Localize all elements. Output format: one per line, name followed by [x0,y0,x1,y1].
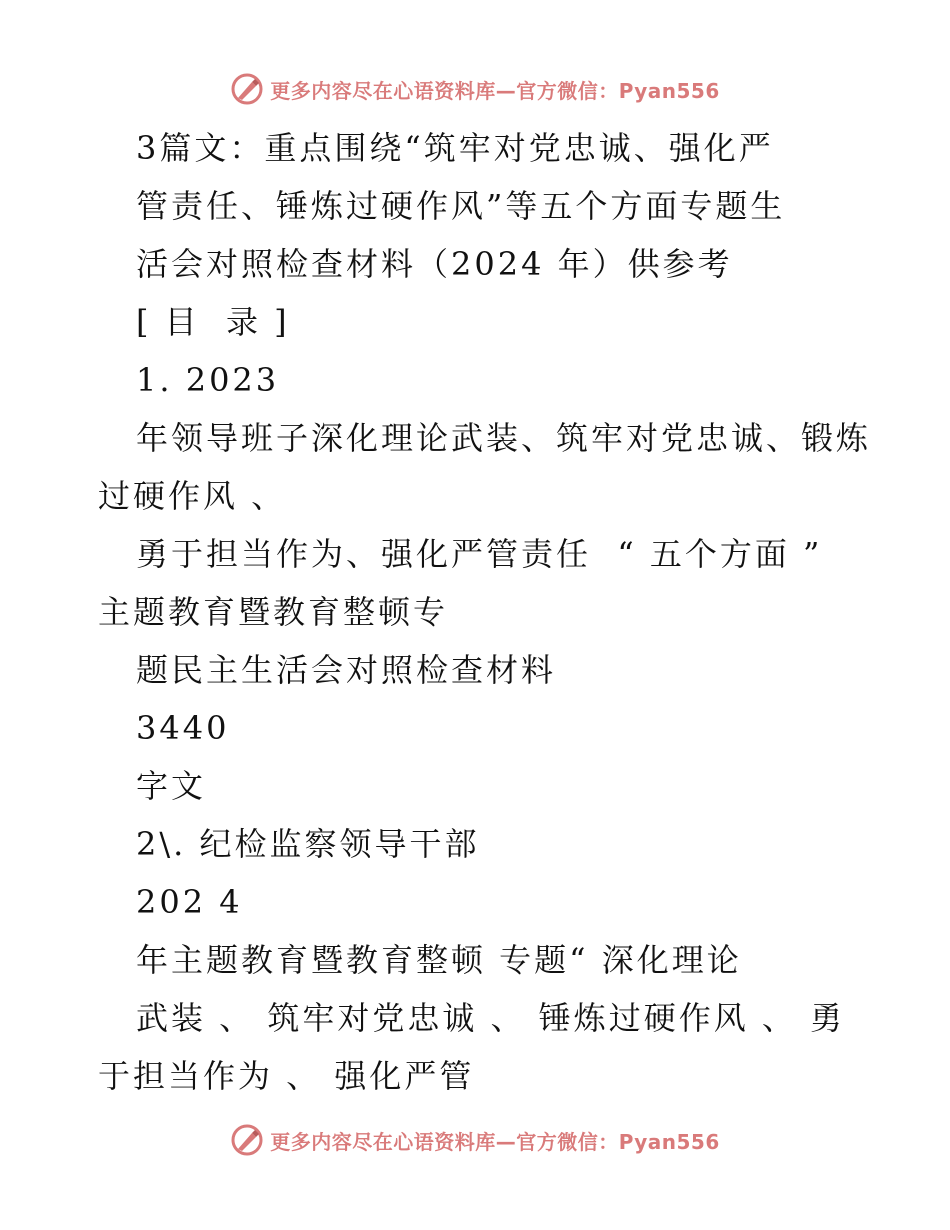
header-watermark [0,72,950,106]
toc-heading: [ 目 录 ] [136,303,290,341]
text-line: 于担当作为 、 强化严管 [98,1057,475,1095]
footer-watermark [0,1123,950,1157]
text-line: 3篇文：重点围绕“筑牢对党忠诚、强化严 [136,129,774,167]
text-line: 3440 [136,709,230,747]
watermark-text: 更多内容尽在心语资料库—官方微信：Pyan556 [270,78,720,103]
pen-logo-icon [230,1123,264,1157]
text-line: 过硬作风 、 [98,477,287,515]
text-line: 2\. 纪检监察领导干部 [136,825,480,863]
text-line: 活会对照检查材料（2024 年）供参考 [136,245,733,283]
text-line: 年领导班子深化理论武装、筑牢对党忠诚、锻炼 [136,419,872,457]
watermark-text: 更多内容尽在心语资料库—官方微信：Pyan556 [270,1129,720,1154]
pen-logo-icon [230,72,264,106]
text-line: 勇于担当作为、强化严管责任 “ 五个方面 ” [136,535,823,573]
text-line: 1. 2023 [136,361,280,399]
text-line: 202 4 [136,883,243,921]
text-line: 管责任、锤炼过硬作风”等五个方面专题生 [136,187,786,225]
text-line: 年主题教育暨教育整顿 专题“ 深化理论 [136,941,742,979]
text-line: 题民主生活会对照检查材料 [136,651,557,689]
text-line: 主题教育暨教育整顿专 [98,593,449,631]
text-line: 武装 、 筑牢对党忠诚 、 锤炼过硬作风 、 勇 [136,999,846,1037]
text-line: 字文 [136,767,207,805]
